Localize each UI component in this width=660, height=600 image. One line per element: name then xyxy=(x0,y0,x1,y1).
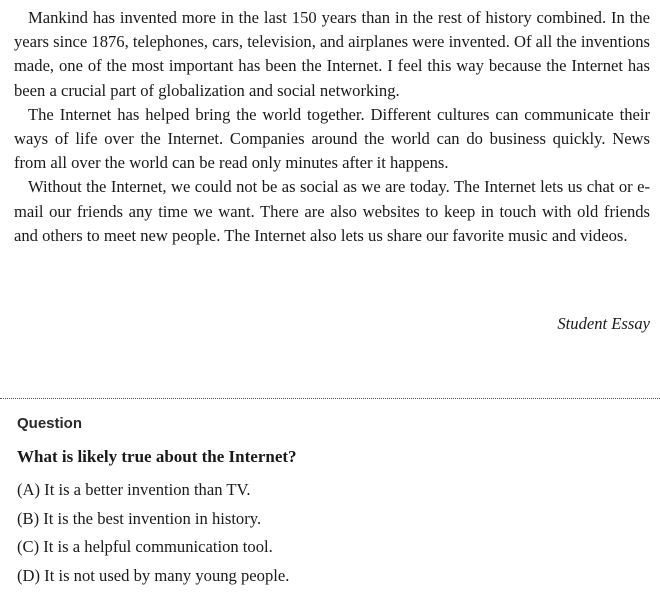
answer-option-d[interactable]: (D) It is not used by many young people. xyxy=(17,565,290,585)
dotted-divider xyxy=(0,398,660,399)
question-stem: What is likely true about the Internet? xyxy=(17,447,297,466)
answer-option-b[interactable]: (B) It is the best invention in history. xyxy=(17,508,262,528)
answer-option-a[interactable]: (A) It is a better invention than TV. xyxy=(17,480,251,499)
essay-source: Student Essay xyxy=(557,314,650,333)
essay-paragraph-2: The Internet has helped bring the world together. Different cultures can communicate their ways of life over the Internet. Companies around the world can do business quickly. News from all over the world can be read only minutes after it happens. xyxy=(14,104,650,173)
essay-paragraph-3: Without the Internet, we could not be as social as we are today. The Internet lets us chat or e-mail our friends any time we want. There are also websites to keep in touch with old friends and others to meet new people. The Internet also lets us share our favorite music and videos. xyxy=(14,177,650,245)
essay-paragraph-1: Mankind has invented more in the last 150 years than in the rest of history combined. In the years since 1876, telephones, cars, television, and airplanes were invented. Of all the inventions made, one of the most important has been the Internet. I feel this way because the Internet has been a crucial part of globalization and social networking. xyxy=(14,8,650,100)
question-block xyxy=(17,413,647,590)
answer-option-c[interactable]: (C) It is a helpful communication tool. xyxy=(17,537,273,556)
essay-passage xyxy=(14,6,650,248)
answer-options xyxy=(17,476,647,590)
question-heading: Question xyxy=(17,415,83,432)
